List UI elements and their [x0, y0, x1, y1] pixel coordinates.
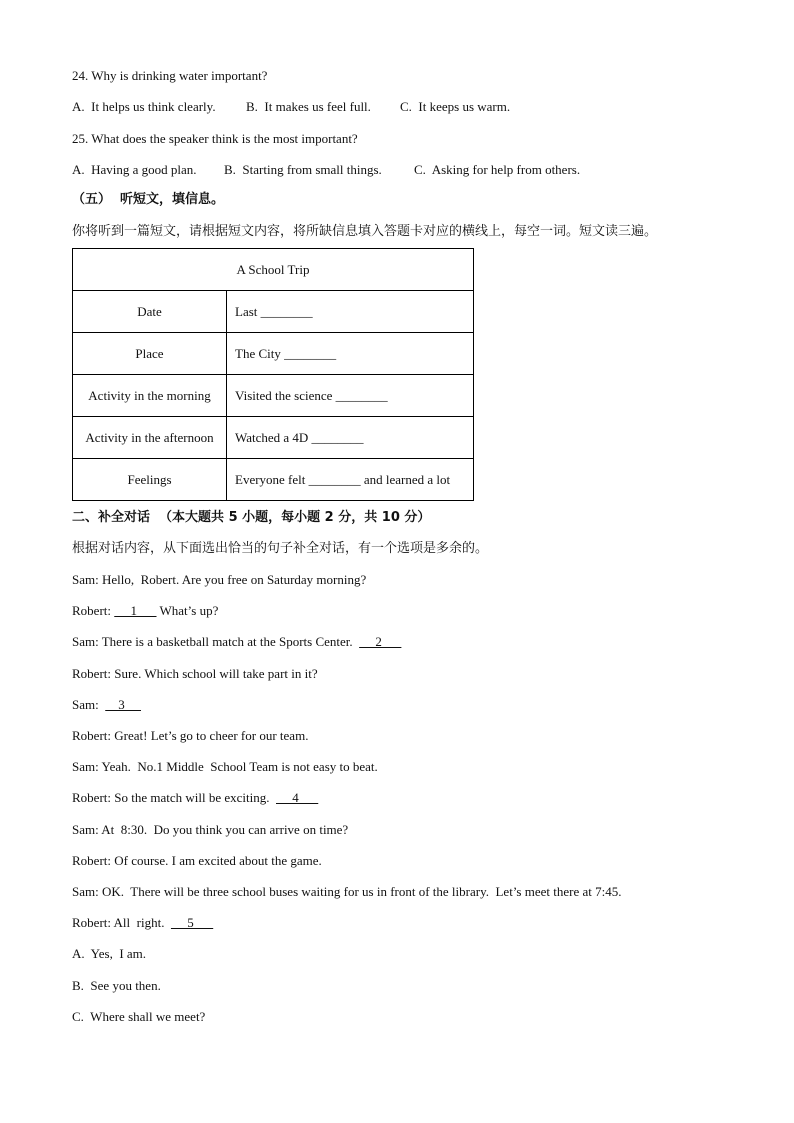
- blank-2: 2: [359, 634, 402, 649]
- section-5-instruction: 你将听到一篇短文，请根据短文内容，将所缺信息填入答题卡对应的横线上，每空一词。短文读三遍。: [72, 224, 658, 239]
- option-c: C. Where shall we meet?: [72, 1009, 206, 1024]
- blank-5: 5: [170, 915, 214, 930]
- dialogue-line: Sam: 3: [72, 697, 141, 712]
- dialogue-line: Robert: All right. 5: [72, 915, 214, 930]
- option-a: A. Yes, I am.: [72, 946, 147, 961]
- dialogue-line: Robert: 1 What’s up?: [72, 603, 219, 618]
- row-label: Feelings: [73, 459, 227, 501]
- section-5-heading: （五） 听短文，填信息。: [72, 192, 225, 207]
- dialogue-line: Sam: OK. There will be three school buses waiting for us in front of the library. Let’s meet there at 7:45.: [72, 884, 622, 899]
- row-label: Place: [73, 333, 227, 375]
- row-label: Date: [73, 291, 227, 333]
- table-row: [73, 459, 474, 501]
- row-value: Watched a 4D ________: [227, 417, 474, 459]
- dialogue-line: Robert: So the match will be exciting. 4: [72, 790, 319, 805]
- row-value: Last ________: [227, 291, 474, 333]
- table-row: [73, 291, 474, 333]
- school-trip-table: [72, 248, 474, 501]
- option-b: B. See you then.: [72, 978, 161, 993]
- dialogue-line: Sam: At 8:30. Do you think you can arrive on time?: [72, 822, 349, 837]
- row-label: Activity in the afternoon: [73, 417, 227, 459]
- table-row: [73, 333, 474, 375]
- dialogue-line: Robert: Sure. Which school will take part in it?: [72, 666, 318, 681]
- option-a: A. Having a good plan.: [72, 162, 197, 177]
- table-row: [73, 375, 474, 417]
- part-2-instruction: 根据对话内容，从下面选出恰当的句子补全对话，有一个选项是多余的。: [72, 541, 489, 556]
- row-value: Everyone felt ________ and learned a lot: [227, 459, 474, 501]
- blank-1: 1: [114, 603, 157, 618]
- option-b: B. It makes us feel full.: [246, 99, 371, 114]
- row-label: Activity in the morning: [73, 375, 227, 417]
- part-2-heading: 二、补全对话 （本大题共 5 小题，每小题 2 分，共 10 分）: [72, 510, 431, 525]
- row-value: The City ________: [227, 333, 474, 375]
- question-24-options: [72, 99, 510, 115]
- blank-4: 4: [276, 790, 319, 805]
- option-c: C. It keeps us warm.: [400, 99, 511, 114]
- dialogue-line: Robert: Of course. I am excited about the game.: [72, 853, 322, 868]
- dialogue-line: Robert: Great! Let’s go to cheer for our team.: [72, 728, 309, 743]
- table-title-row: [73, 249, 474, 291]
- dialogue-line: Sam: Yeah. No.1 Middle School Team is not easy to beat.: [72, 759, 378, 774]
- question-25-options: [72, 162, 580, 178]
- option-c: C. Asking for help from others.: [414, 162, 581, 177]
- option-b: B. Starting from small things.: [224, 162, 382, 177]
- dialogue-line: Sam: Hello, Robert. Are you free on Saturday morning?: [72, 572, 367, 587]
- table-title: A School Trip: [73, 249, 474, 291]
- table-row: [73, 417, 474, 459]
- question-24: 24. Why is drinking water important?: [72, 68, 268, 83]
- question-25: 25. What does the speaker think is the most important?: [72, 131, 358, 146]
- row-value: Visited the science ________: [227, 375, 474, 417]
- dialogue-line: Sam: There is a basketball match at the Sports Center. 2: [72, 634, 402, 649]
- blank-3: 3: [105, 697, 141, 712]
- option-a: A. It helps us think clearly.: [72, 99, 216, 114]
